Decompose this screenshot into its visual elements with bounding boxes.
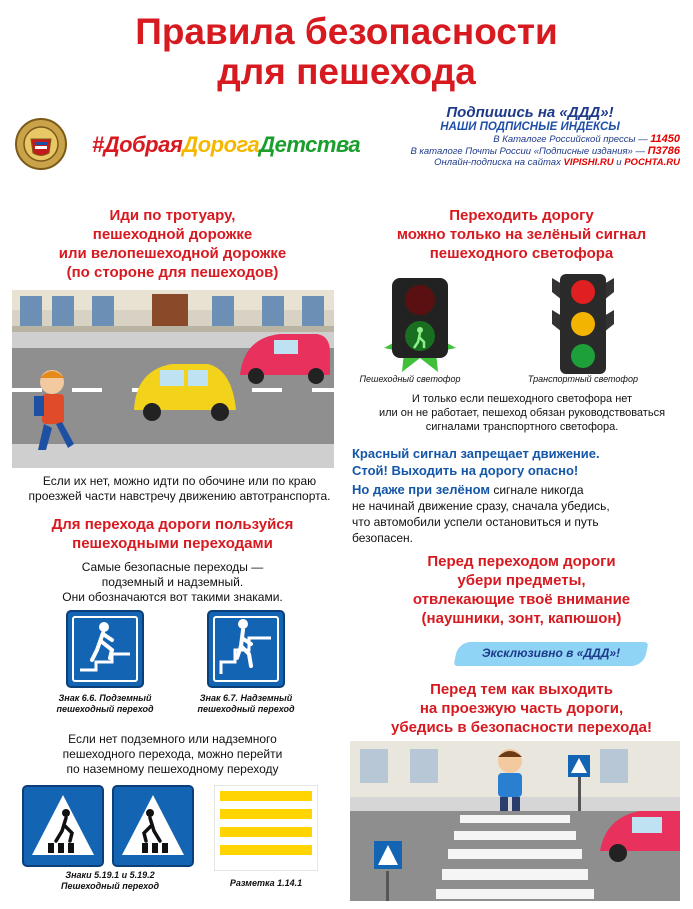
underground-crossing-sign-icon [66,610,144,688]
traffic-police-emblem-icon [14,117,68,171]
pedestrian-crossing-sign-left-icon [22,785,104,867]
exclusive-banner-text: Эксклюзивно в «ДДД»! [481,646,621,660]
pedestrian-traffic-light-icon [380,276,460,372]
right-heading-check-safety: Перед тем как выходить на проезжую часть дороги, убедись в безопасности перехода! [390,681,652,736]
online-line: Онлайн-подписка на сайтах VIPISHI.RU и POCHTA.RU [434,157,680,168]
safe-crossings-text: Самые безопасные переходы — подземный и надземный. Они обозначаются вот такими знаками. [62,560,283,604]
sign-6-7-caption: Знак 6.7. Надземный пешеходный переход [197,693,295,714]
ped-light-label: Пешеходный светофор [359,374,461,384]
traffic-light-label: Транспортный светофор [527,374,639,384]
green-caution-text: Но даже при зелёном сигнале никогда не начинай движение сразу, сначала убедись, что автомобили успели остановиться и путь безопасен. [352,482,610,545]
subscription-block [380,104,680,168]
subscription-headline: Подпишись на «ДДД»! [446,104,614,121]
indexes-title: НАШИ ПОДПИСНЫЕ ИНДЕКСЫ [440,121,620,133]
catalog2-line: В каталоге Почты России «Подписные издания» — П3786 [410,145,680,157]
crossing-illustration [350,741,680,901]
right-heading-green-signal: Переходить дорогу можно только на зелёный сигнал пешеходного светофора [396,207,647,262]
ground-crossing-text: Если нет подземного или надземного пешеходного перехода, можно перейти по наземному пешеходному переходу [62,732,283,776]
right-heading-distractions: Перед переходом дороги убери предметы, отвлекающие твоё внимание (наушники, зонт, капюшон) [412,553,631,627]
sign-6-6-caption: Знак 6.6. Подземный пешеходный переход [56,693,154,714]
left-heading-crossings: Для перехода дороги пользуйся пешеходными переходами [51,516,294,552]
overhead-crossing-sign-icon [207,610,285,688]
light-note: И только если пешеходного светофора нет или он не работает, пешеход обязан руководствоваться сигналами транспортного светофора. [378,393,666,433]
street-illustration [12,290,334,468]
left-note-roadside: Если их нет, можно идти по обочине или по краю проезжей части навстречу движению автотранспорта. [28,474,331,503]
marking-caption: Разметка 1.14.1 [229,878,303,888]
pedestrian-crossing-sign-right-icon [112,785,194,867]
sign-5-19-caption: Знаки 5.19.1 и 5.19.2 Пешеходный переход [60,870,160,891]
zebra-marking-icon [214,785,318,871]
catalog1-line: В Каталоге Российской прессы — 11450 [493,133,680,145]
page-title: Правила безопасности для пешехода [135,11,558,92]
transport-traffic-light-icon [548,272,618,376]
left-heading-sidewalk: Иди по тротуару, пешеходной дорожке или велопешеходной дорожке (по стороне для пешеходов) [58,207,287,281]
hashtag-brand: #ДобраяДорогаДетства [92,132,361,157]
red-forbids-text: Красный сигнал запрещает движение. Стой! Выходить на дорогу опасно! [352,446,600,478]
